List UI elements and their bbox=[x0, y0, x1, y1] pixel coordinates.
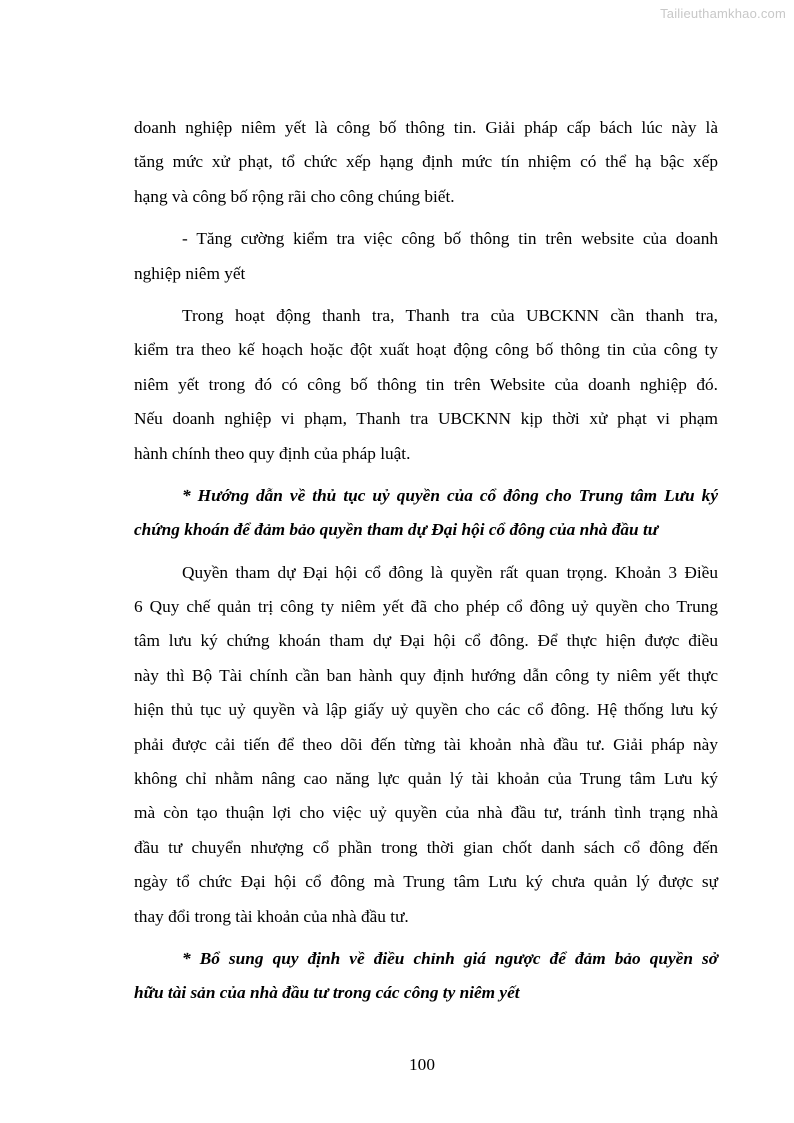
paragraph-shareholder-rights bbox=[134, 556, 718, 934]
text-line: không chỉ nhằm nâng cao năng lực quản lý tài khoản của Trung tâm Lưu ký bbox=[134, 769, 718, 789]
text-line: - Tăng cường kiểm tra việc công bố thông tin trên website của doanh bbox=[182, 229, 718, 249]
heading-line: * Bổ sung quy định về điều chỉnh giá ngược để đảm bảo quyền sở bbox=[182, 948, 718, 968]
heading-line: hữu tài sản của nhà đầu tư trong các công ty niêm yết bbox=[134, 983, 520, 1003]
text-line: nghiệp niêm yết bbox=[134, 263, 246, 283]
text-line: này thì Bộ Tài chính cần ban hành quy định hướng dẫn công ty niêm yết thực bbox=[134, 665, 718, 685]
text-line: doanh nghiệp niêm yết là công bố thông tin. Giải pháp cấp bách lúc này là bbox=[134, 118, 718, 137]
paragraph-intro bbox=[134, 111, 718, 214]
text-line: 6 Quy chế quản trị công ty niêm yết đã cho phép cổ đông uỷ quyền cho Trung bbox=[134, 597, 718, 617]
text-line: mà còn tạo thuận lợi cho việc uỷ quyền của nhà đầu tư, tránh tình trạng nhà bbox=[134, 803, 718, 823]
page-number: 100 bbox=[409, 1055, 435, 1074]
text-line: Nếu doanh nghiệp vi phạm, Thanh tra UBCKNN kịp thời xử phạt vi phạm bbox=[134, 409, 718, 429]
text-line: Trong hoạt động thanh tra, Thanh tra của UBCKNN cần thanh tra, bbox=[182, 305, 718, 325]
text-line: ngày tổ chức Đại hội cổ đông mà Trung tâm Lưu ký chưa quản lý được sự bbox=[134, 872, 718, 892]
text-line: đầu tư chuyển nhượng cổ phần trong thời gian chốt danh sách cổ đông đến bbox=[134, 837, 718, 857]
text-line: Quyền tham dự Đại hội cổ đông là quyền rất quan trọng. Khoản 3 Điều bbox=[182, 562, 718, 582]
text-line: hành chính theo quy định của pháp luật. bbox=[134, 443, 411, 463]
paragraph-website-check bbox=[134, 222, 718, 291]
text-line: tâm lưu ký chứng khoán tham dự Đại hội cổ đông. Để thực hiện được điều bbox=[134, 631, 718, 651]
heading-line: * Hướng dẫn về thủ tục uỷ quyền của cổ đông cho Trung tâm Lưu ký bbox=[182, 485, 718, 505]
text-line: kiểm tra theo kế hoạch hoặc đột xuất hoạt động công bố thông tin của công ty bbox=[134, 340, 718, 360]
text-line: hiện thủ tục uỷ quyền và lập giấy uỷ quyền cho các cổ đông. Hệ thống lưu ký bbox=[134, 700, 718, 720]
text-line: phải được cải tiến để theo dõi đến từng tài khoản nhà đầu tư. Giải pháp này bbox=[134, 734, 718, 754]
text-line: thay đổi trong tài khoản của nhà đầu tư. bbox=[134, 906, 409, 926]
watermark: Tailieuthamkhao.com bbox=[660, 6, 786, 21]
document-body bbox=[134, 111, 718, 1011]
text-line: hạng và công bố rộng rãi cho công chúng biết. bbox=[134, 186, 455, 206]
section-heading-price-adjustment bbox=[134, 942, 718, 1011]
text-line: niêm yết trong đó có công bố thông tin trên Website của doanh nghiệp đó. bbox=[134, 374, 718, 394]
section-heading-proxy bbox=[134, 479, 718, 548]
text-line: tăng mức xử phạt, tổ chức xếp hạng định mức tín nhiệm có thể hạ bậc xếp bbox=[134, 152, 718, 172]
paragraph-inspection bbox=[134, 299, 718, 471]
heading-line: chứng khoán để đảm bảo quyền tham dự Đại hội cổ đông của nhà đầu tư bbox=[134, 520, 659, 540]
